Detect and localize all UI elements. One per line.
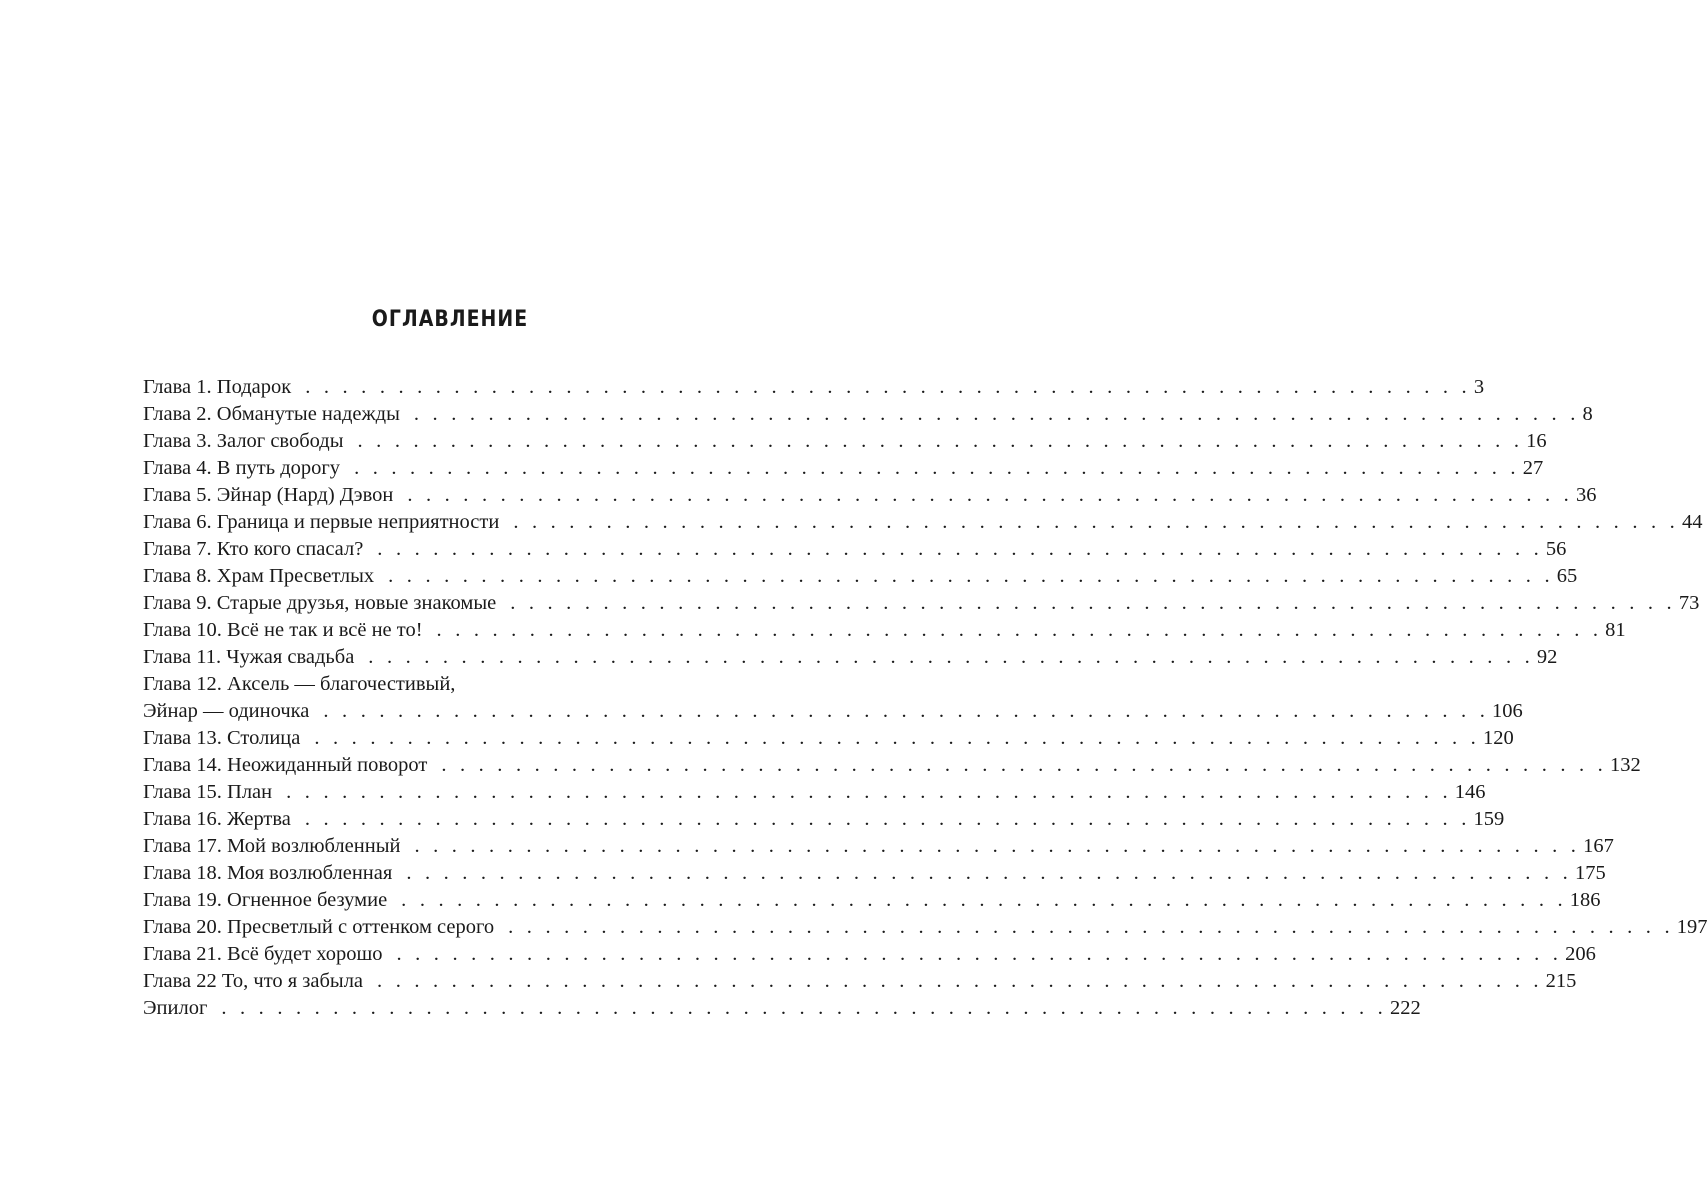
toc-entry	[143, 536, 1567, 563]
toc-entry	[143, 752, 1641, 779]
toc-entry-row	[143, 482, 1597, 509]
toc-entry	[143, 590, 1700, 617]
toc-entry-page-number: 146	[1454, 781, 1486, 803]
dot-leader: . . . . . . . . . . . . . . . . . . . . . . . . . . . . . . . . . . . . . . . . . . . . . . . . . . . . . . . . . . . . . . .	[323, 700, 1490, 722]
toc-entry-title: Эйнар — одиночка	[143, 700, 310, 722]
dot-leader: . . . . . . . . . . . . . . . . . . . . . . . . . . . . . . . . . . . . . . . . . . . . . . . . . . . . . . . . . . . . . . .	[314, 727, 1480, 749]
dot-leader: . . . . . . . . . . . . . . . . . . . . . . . . . . . . . . . . . . . . . . . . . . . . . . . . . . . . . . . . . . . . . . .	[508, 916, 1674, 938]
toc-entry-page-number: 44	[1681, 511, 1703, 533]
dot-leader: . . . . . . . . . . . . . . . . . . . . . . . . . . . . . . . . . . . . . . . . . . . . . . . . . . . . . . . . . . . . . . .	[513, 511, 1679, 533]
toc-entry-title: Глава 5. Эйнар (Нард) Дэвон	[143, 484, 394, 506]
toc-entry-page-number: 8	[1582, 403, 1593, 425]
toc-entry-title: Глава 15. План	[143, 781, 273, 803]
toc-entry	[143, 806, 1505, 833]
toc-list	[143, 374, 1708, 1022]
toc-entry-page-number: 3	[1473, 376, 1485, 398]
toc-entry-page-number: 206	[1565, 943, 1596, 965]
toc-entry-row	[143, 401, 1593, 428]
toc-entry-page-number: 73	[1678, 592, 1700, 614]
dot-leader: . . . . . . . . . . . . . . . . . . . . . . . . . . . . . . . . . . . . . . . . . . . . . . . . . . . . . . . . . . . . . . .	[441, 754, 1607, 776]
toc-entry-row	[143, 536, 1567, 563]
toc-entry-page-number: 106	[1492, 700, 1523, 722]
toc-entry-title: Глава 21. Всё будет хорошо	[143, 943, 383, 965]
toc-entry-title: Эпилог	[143, 997, 208, 1019]
toc-entry-title: Глава 18. Моя возлюбленная	[143, 862, 393, 884]
dot-leader: . . . . . . . . . . . . . . . . . . . . . . . . . . . . . . . . . . . . . . . . . . . . . . . . . . . . . . . . . . . . . . .	[304, 808, 1471, 830]
toc-entry-title: Глава 7. Кто кого спасал?	[143, 538, 364, 560]
toc-entry-title: Глава 11. Чужая свадьба	[143, 646, 355, 668]
toc-entry-row	[143, 644, 1558, 671]
toc-entry	[143, 968, 1577, 995]
toc-entry-row	[143, 806, 1505, 833]
toc-entry-page-number: 92	[1536, 646, 1558, 668]
toc-entry-page-number: 16	[1526, 430, 1547, 452]
toc-entry-row	[143, 914, 1708, 941]
toc-entry	[143, 671, 1523, 725]
toc-entry	[143, 509, 1703, 536]
toc-entry-page-number: 120	[1483, 727, 1514, 749]
toc-entry-page-number: 175	[1574, 862, 1606, 884]
toc-entry	[143, 833, 1614, 860]
toc-entry-title: Глава 2. Обманутые надежды	[143, 403, 400, 425]
toc-entry-page-number: 36	[1575, 484, 1597, 506]
dot-leader: . . . . . . . . . . . . . . . . . . . . . . . . . . . . . . . . . . . . . . . . . . . . . . . . . . . . . . . . . . . . . . .	[406, 862, 1572, 884]
toc-entry-row	[143, 590, 1700, 617]
toc-entry-row	[143, 833, 1614, 860]
toc-entry-title: Глава 6. Граница и первые неприятности	[143, 511, 500, 533]
toc-entry-page-number: 215	[1545, 970, 1577, 992]
toc-entry	[143, 887, 1601, 914]
toc-entry-page-number: 197	[1676, 916, 1708, 938]
toc-entry	[143, 482, 1597, 509]
dot-leader: . . . . . . . . . . . . . . . . . . . . . . . . . . . . . . . . . . . . . . . . . . . . . . . . . . . . . . . . . . . . . . .	[377, 538, 1543, 560]
dot-leader: . . . . . . . . . . . . . . . . . . . . . . . . . . . . . . . . . . . . . . . . . . . . . . . . . . . . . . . . . . . . . . .	[377, 970, 1543, 992]
toc-entry	[143, 725, 1514, 752]
toc-entry-title: Глава 8. Храм Пресветлых	[143, 565, 375, 587]
toc-entry-row	[143, 968, 1577, 995]
toc-entry-title: Глава 19. Огненное безумие	[143, 889, 388, 911]
toc-entry-title-line1: Глава 12. Аксель — благочестивый,	[143, 673, 456, 695]
toc-entry-row	[143, 563, 1578, 590]
toc-entry	[143, 941, 1596, 968]
toc-entry-row	[143, 887, 1601, 914]
toc-entry-page-number: 65	[1556, 565, 1578, 587]
toc-entry	[143, 374, 1485, 401]
toc-entry	[143, 995, 1421, 1022]
toc-entry-row	[143, 698, 1523, 725]
toc-entry-title: Глава 1. Подарок	[143, 376, 292, 398]
toc-entry-title: Глава 9. Старые друзья, новые знакомые	[143, 592, 497, 614]
toc-entry-row	[143, 860, 1606, 887]
toc-entry-page-number: 56	[1545, 538, 1567, 560]
dot-leader: . . . . . . . . . . . . . . . . . . . . . . . . . . . . . . . . . . . . . . . . . . . . . . . . . . . . . . . . . . . . . . .	[436, 619, 1603, 641]
toc-entry-title: Глава 22 То, что я забыла	[143, 970, 364, 992]
toc-entry-page-number: 167	[1583, 835, 1614, 857]
dot-leader: . . . . . . . . . . . . . . . . . . . . . . . . . . . . . . . . . . . . . . . . . . . . . . . . . . . . . . . . . . . . . . .	[407, 484, 1573, 506]
dot-leader: . . . . . . . . . . . . . . . . . . . . . . . . . . . . . . . . . . . . . . . . . . . . . . . . . . . . . . . . . . . . . . .	[354, 457, 1520, 479]
dot-leader: . . . . . . . . . . . . . . . . . . . . . . . . . . . . . . . . . . . . . . . . . . . . . . . . . . . . . . . . . . . . . . .	[388, 565, 1554, 587]
toc-heading: ОГЛАВЛЕНИЕ	[371, 307, 529, 332]
dot-leader: . . . . . . . . . . . . . . . . . . . . . . . . . . . . . . . . . . . . . . . . . . . . . . . . . . . . . . . . . . . . . . .	[396, 943, 1563, 965]
toc-entry-row	[143, 752, 1641, 779]
dot-leader: . . . . . . . . . . . . . . . . . . . . . . . . . . . . . . . . . . . . . . . . . . . . . . . . . . . . . . . . . . . . . . .	[368, 646, 1534, 668]
toc-entry-row	[143, 725, 1514, 752]
toc-entry	[143, 779, 1486, 806]
dot-leader: . . . . . . . . . . . . . . . . . . . . . . . . . . . . . . . . . . . . . . . . . . . . . . . . . . . . . . . . . . . . . . .	[305, 376, 1471, 398]
toc-entry-title: Глава 20. Пресветлый с оттенком серого	[143, 916, 495, 938]
toc-entry-title: Глава 16. Жертва	[143, 808, 291, 830]
toc-entry-row	[143, 617, 1626, 644]
dot-leader: . . . . . . . . . . . . . . . . . . . . . . . . . . . . . . . . . . . . . . . . . . . . . . . . . . . . . . . . . . . . . . .	[221, 997, 1387, 1019]
dot-leader: . . . . . . . . . . . . . . . . . . . . . . . . . . . . . . . . . . . . . . . . . . . . . . . . . . . . . . . . . . . . . . .	[414, 835, 1581, 857]
dot-leader: . . . . . . . . . . . . . . . . . . . . . . . . . . . . . . . . . . . . . . . . . . . . . . . . . . . . . . . . . . . . . . .	[286, 781, 1452, 803]
toc-entry-row	[143, 455, 1544, 482]
toc-entry-title: Глава 13. Столица	[143, 727, 301, 749]
toc-entry-page-number: 159	[1473, 808, 1505, 830]
toc-entry	[143, 914, 1708, 941]
toc-entry-page-number: 132	[1609, 754, 1641, 776]
dot-leader: . . . . . . . . . . . . . . . . . . . . . . . . . . . . . . . . . . . . . . . . . . . . . . . . . . . . . . . . . . . . . . .	[413, 403, 1580, 425]
toc-entry-page-number: 222	[1390, 997, 1421, 1019]
toc-entry-row	[143, 428, 1547, 455]
dot-leader: . . . . . . . . . . . . . . . . . . . . . . . . . . . . . . . . . . . . . . . . . . . . . . . . . . . . . . . . . . . . . . .	[401, 889, 1567, 911]
dot-leader: . . . . . . . . . . . . . . . . . . . . . . . . . . . . . . . . . . . . . . . . . . . . . . . . . . . . . . . . . . . . . . .	[357, 430, 1524, 452]
toc-entry-title: Глава 4. В путь дорогу	[143, 457, 341, 479]
toc-entry	[143, 617, 1626, 644]
toc-entry	[143, 860, 1606, 887]
toc-entry-page-number: 186	[1569, 889, 1601, 911]
toc-entry-title: Глава 10. Всё не так и всё не то!	[143, 619, 423, 641]
toc-entry	[143, 563, 1578, 590]
toc-entry-title: Глава 14. Неожиданный поворот	[143, 754, 428, 776]
toc-entry-page-number: 27	[1522, 457, 1544, 479]
toc-entry-title: Глава 3. Залог свободы	[143, 430, 344, 452]
toc-entry-row	[143, 374, 1485, 401]
toc-entry-row	[143, 995, 1421, 1022]
toc-entry-row	[143, 779, 1486, 806]
toc-entry	[143, 428, 1547, 455]
toc-entry	[143, 401, 1593, 428]
toc-entry	[143, 455, 1544, 482]
toc-entry	[143, 644, 1558, 671]
toc-entry-row	[143, 941, 1596, 968]
dot-leader: . . . . . . . . . . . . . . . . . . . . . . . . . . . . . . . . . . . . . . . . . . . . . . . . . . . . . . . . . . . . . . .	[510, 592, 1676, 614]
toc-entry-title: Глава 17. Мой возлюбленный	[143, 835, 401, 857]
toc-entry-page-number: 81	[1605, 619, 1626, 641]
toc-entry-row	[143, 509, 1703, 536]
